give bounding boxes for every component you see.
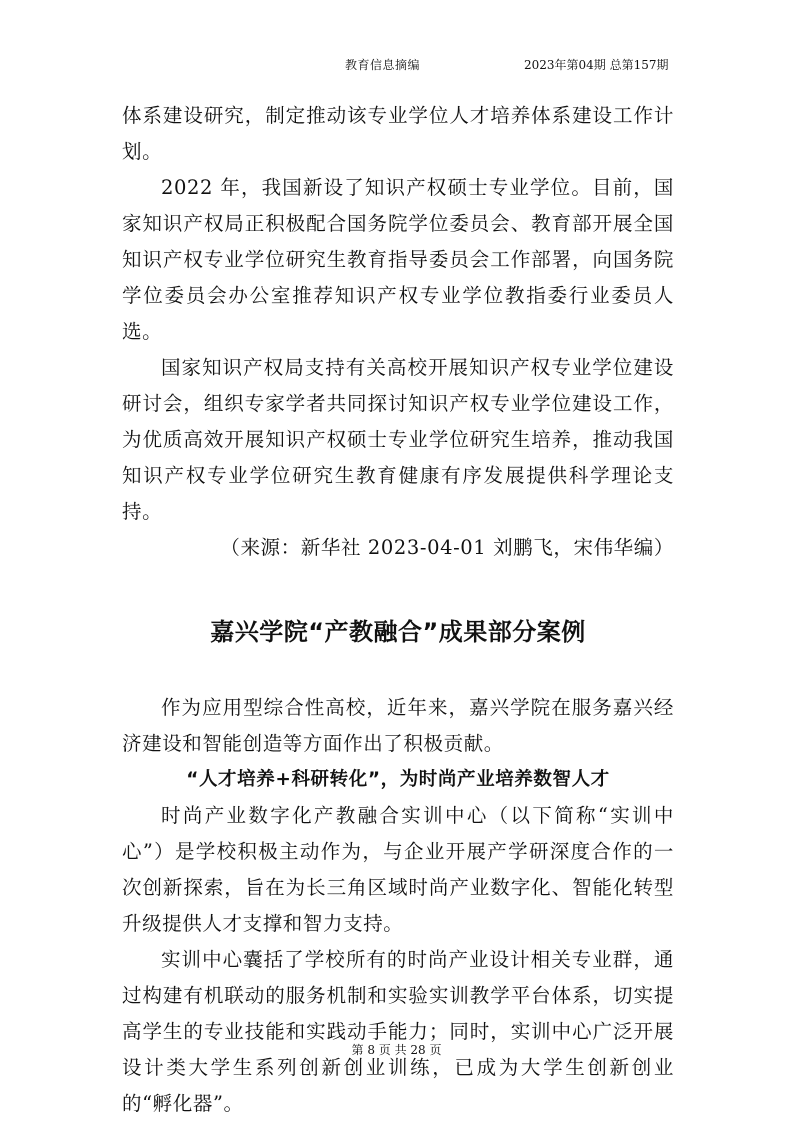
page-footer xyxy=(0,1041,793,1058)
article-intro: 作为应用型综合性高校，近年来，嘉兴学院在服务嘉兴经济建设和智能创造等方面作出了积极贡献。 xyxy=(122,696,674,755)
article-subheading: “人才培养+科研转化”，为时尚产业培养数智人才 xyxy=(186,769,610,790)
publication-name: 教育信息摘编 xyxy=(345,58,421,72)
continued-paragraph: 体系建设研究，制定推动该专业学位人才培养体系建设工作计划。 xyxy=(122,104,674,163)
paragraph: 实训中心囊括了学校所有的时尚产业设计相关专业群，通过构建有机联动的服务机制和实验实训教学平台体系，切实提高学生的专业技能和实践动手能力；同时，实训中心广泛开展设计类大学生系列创新创业训练，已成为大学生创新创业的“孵化器”。 xyxy=(122,948,674,1115)
article-title: 嘉兴学院“产教融合”成果部分案例 xyxy=(210,618,586,646)
paragraph: 时尚产业数字化产教融合实训中心（以下简称“实训中心”）是学校积极主动作为，与企业开展产学研深度合作的一次创新探索，旨在为长三角区域时尚产业数字化、智能化转型升级提供人才支撑和智力支持。 xyxy=(122,804,674,935)
page-number: 第 8 页 共 28 页 xyxy=(351,1043,442,1057)
paragraph: 2022 年，我国新设了知识产权硕士专业学位。目前，国家知识产权局正积极配合国务院学位委员会、教育部开展全国知识产权专业学位研究生教育指导委员会工作部署，向国务院学位委员会办公室推荐知识产权专业学位教指委行业委员人选。 xyxy=(122,176,674,343)
paragraph: 国家知识产权局支持有关高校开展知识产权专业学位建设研讨会，组织专家学者共同探讨知识产权专业学位建设工作，为优质高效开展知识产权硕士专业学位研究生培养，推动我国知识产权专业学位研究生教育健康有序发展提供科学理论支持。 xyxy=(122,356,674,523)
page-header xyxy=(0,56,793,76)
page-content xyxy=(122,98,674,1122)
issue-number: 2023年第04期 总第157期 xyxy=(524,58,669,72)
source-citation: （来源：新华社 2023-04-01 刘鹏飞，宋伟华编） xyxy=(220,536,674,559)
